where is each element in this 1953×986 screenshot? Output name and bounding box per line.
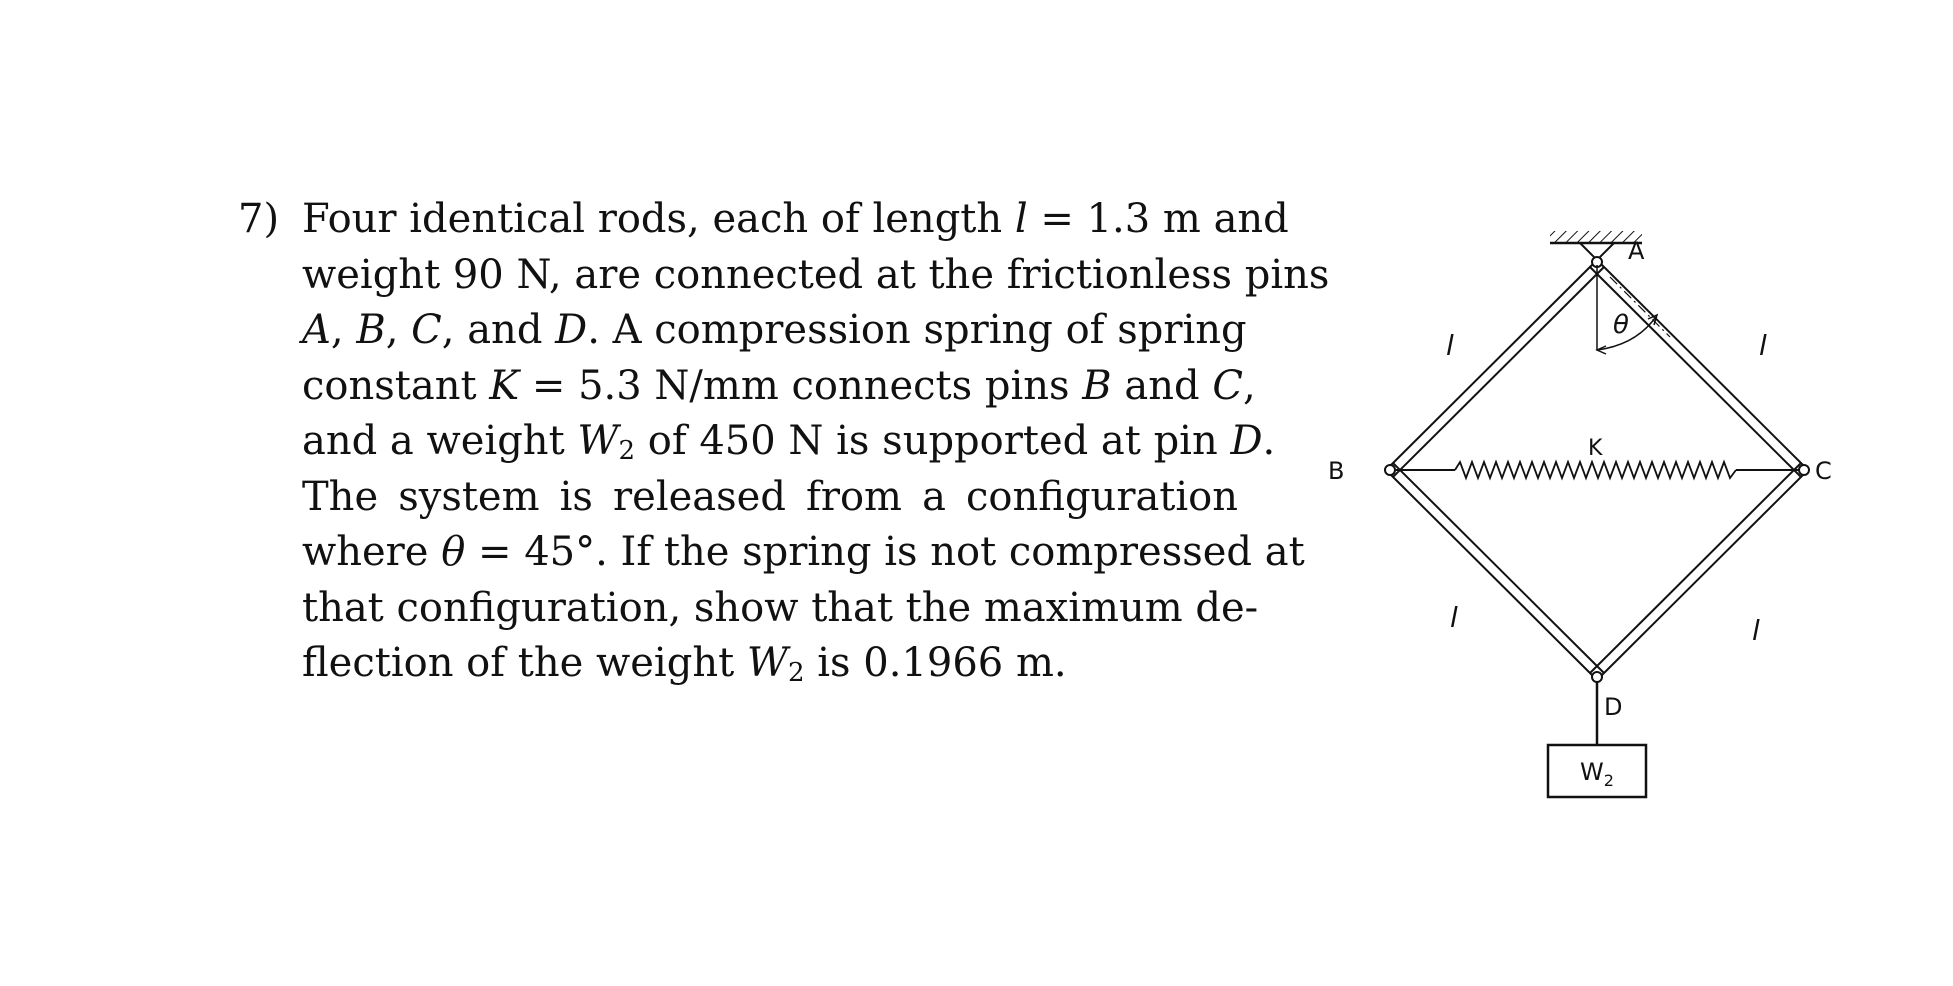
pin-d-ref: D (1230, 418, 1263, 464)
pin-c-ref: C (1212, 362, 1243, 409)
problem-line-5 (302, 414, 1276, 470)
label-rod-bottom-left: l (1450, 601, 1458, 634)
spring-coil (1455, 462, 1736, 478)
rod-ab-edge-2 (1393, 267, 1604, 477)
pin-a-ref: A (302, 307, 331, 353)
text-segment: constant (302, 362, 490, 409)
label-c: C (1815, 457, 1832, 485)
pin-b-ref: B (356, 307, 386, 353)
label-a: A (1628, 237, 1645, 265)
linkage-figure (1310, 215, 1930, 935)
label-rod-bottom-right: l (1752, 614, 1760, 647)
weight-subscript: 2 (788, 658, 805, 689)
rod-cd-edge-1 (1597, 470, 1808, 680)
problem-line-6: The system is released from a configuration (302, 473, 1238, 520)
pin-d (1592, 672, 1602, 682)
rod-ac-edge-1 (1597, 260, 1808, 470)
label-k: K (1588, 436, 1603, 461)
text-segment: and (1111, 362, 1213, 409)
text-segment: . A compression spring of spring (587, 307, 1247, 353)
text-segment: , and (441, 307, 556, 353)
pin-b-ref: B (1082, 362, 1112, 409)
rod-bd-edge-1 (1386, 470, 1597, 680)
theta-var: θ (441, 529, 466, 575)
text-segment: and a weight (302, 418, 578, 464)
linkage-diagram (1310, 215, 1930, 935)
text-segment: = 1.3 m and (1027, 196, 1289, 242)
text-segment: , (1242, 362, 1256, 409)
spring-constant-var: K (489, 362, 520, 409)
text-segment: = 5.3 N/mm connects pins (519, 362, 1083, 409)
text-segment: , (385, 307, 412, 353)
label-d: D (1604, 693, 1623, 721)
weight-label-main: W (1580, 758, 1604, 786)
label-b: B (1328, 457, 1345, 485)
problem-number: 7) (238, 196, 280, 242)
weight-label-subscript: 2 (1603, 771, 1614, 790)
problem-line-9 (302, 636, 1238, 692)
weight-subscript: 2 (618, 436, 636, 467)
problem-line-2: weight 90 N, are connected at the frictionless pins (302, 251, 1330, 298)
problem-line-7 (302, 525, 1305, 581)
pin-c (1799, 465, 1809, 475)
weight-var: W (746, 640, 788, 686)
problem-line-4 (302, 359, 1256, 415)
text-segment: is 0.1966 m. (804, 640, 1067, 686)
text-segment: flection of the weight (302, 640, 747, 686)
problem-line-3 (302, 303, 1247, 359)
text-segment: , (330, 307, 357, 353)
label-rod-top-right: l (1759, 329, 1767, 362)
problem-line-1 (302, 192, 1289, 248)
rod-bd-edge-2 (1393, 463, 1604, 673)
weight-var: W (577, 418, 619, 464)
problem-line-8: that configuration, show that the maximum de- (302, 584, 1259, 631)
label-rod-top-left: l (1446, 329, 1454, 362)
label-theta: θ (1613, 310, 1629, 340)
text-segment: = 45°. If the spring is not compressed at (465, 529, 1305, 575)
text-segment: . (1262, 418, 1276, 464)
text-segment: of 450 N is supported at pin (635, 418, 1231, 464)
text-segment: where (302, 529, 442, 575)
pin-d-ref: D (555, 307, 588, 353)
pin-c-ref: C (411, 307, 442, 353)
text-segment: Four identical rods, each of length (302, 196, 1015, 242)
pin-b (1385, 465, 1395, 475)
rod-ab-edge-1 (1386, 260, 1597, 470)
length-variable: l (1014, 196, 1028, 242)
rod-ac-edge-2 (1590, 267, 1801, 477)
rod-cd-edge-2 (1590, 463, 1801, 673)
problem-text (302, 192, 1330, 692)
